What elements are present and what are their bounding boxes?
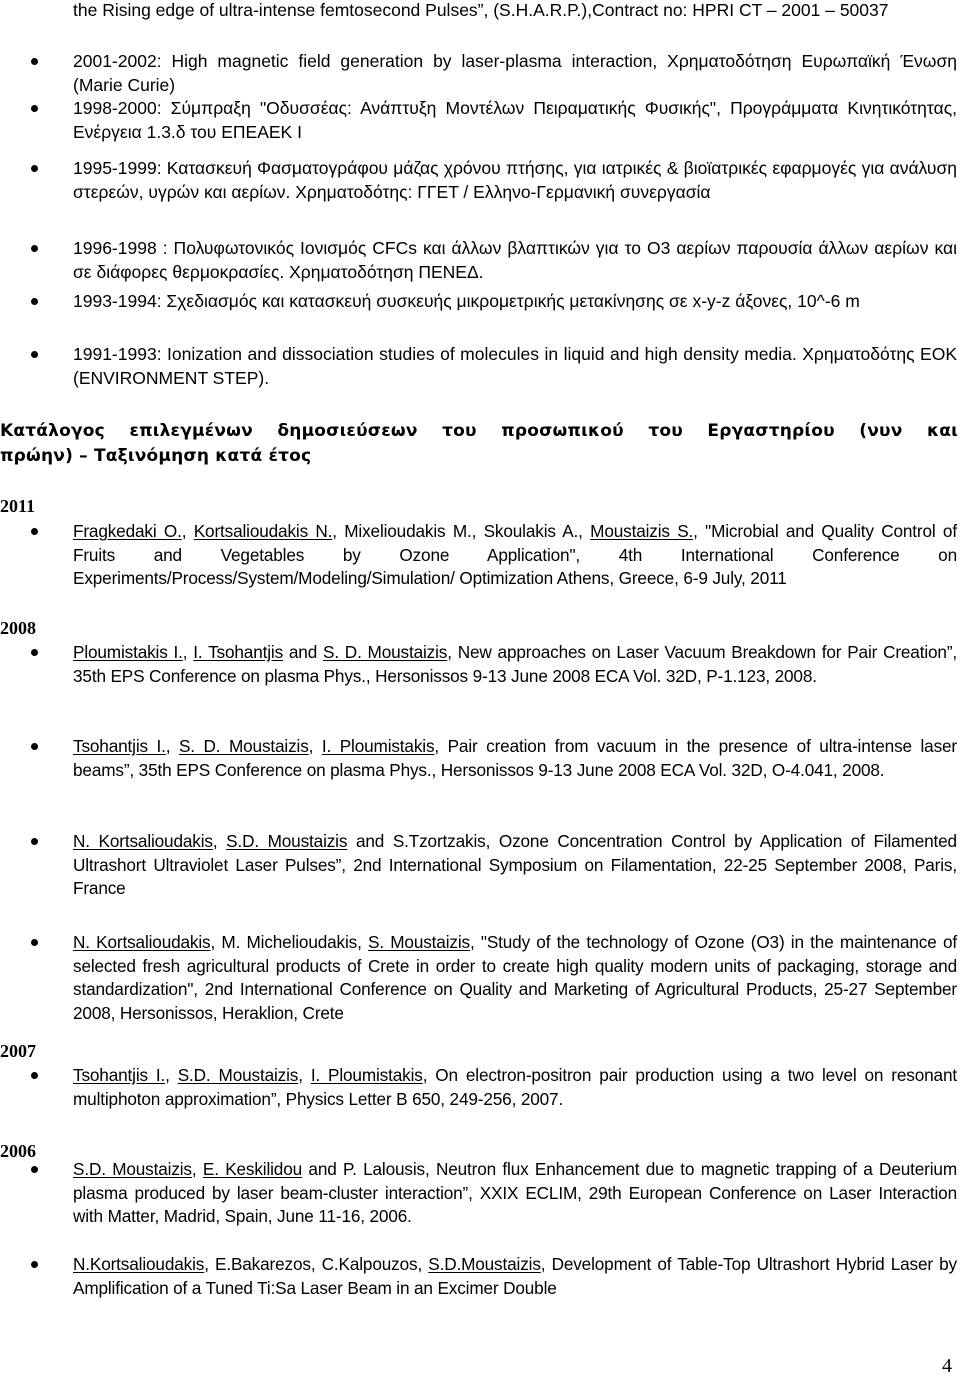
- project-item: 2001-2002: High magnetic field generation by laser-plasma interaction, Χρηματοδότηση Ευρωπαϊκή Ένωση (Marie Curie): [73, 51, 957, 95]
- author-name: Moustaizis S.: [590, 521, 694, 541]
- project-item: 1998-2000: Σύμπραξη "Οδυσσέας: Ανάπτυξη Μοντέλων Πειραματικής Φυσικής", Προγράμματα Κινητικότητας, Ενέργεια 1.3.δ του ΕΠΕΑΕΚ Ι: [73, 98, 957, 142]
- author-name: M. Michelioudakis: [221, 932, 358, 952]
- bullet-icon: [30, 527, 40, 537]
- bullet-icon: [30, 297, 40, 307]
- author-name: N. Kortsalioudakis: [73, 932, 211, 952]
- page-number: 4: [942, 1355, 952, 1377]
- author-separator: ,: [165, 1065, 178, 1085]
- year-heading-2006: 2006: [0, 1141, 36, 1161]
- author-separator: ,: [182, 642, 194, 662]
- author-separator: ,: [210, 932, 222, 952]
- bullet-icon: [30, 244, 40, 254]
- year-heading-2008: 2008: [0, 618, 36, 638]
- author-name: Tsohantjis I.: [73, 736, 166, 756]
- author-name: I. Tsohantjis: [193, 642, 284, 662]
- author-name: Fragkedaki O.: [73, 521, 182, 541]
- author-separator: ,: [204, 1254, 216, 1274]
- author-separator: ,: [298, 1065, 311, 1085]
- author-name: N. Kortsalioudakis: [73, 831, 213, 851]
- author-separator: ,: [212, 831, 227, 851]
- publication-item: [73, 735, 957, 782]
- publication-details: , Pair creation from vacuum in the presence of ultra-intense laser beams”, 35th EPS Conference on plasma Phys., Hersonissos 9-13 June 2008 ECA Vol. 32D, O-4.041, 2008.: [73, 736, 958, 780]
- publication-item: [73, 1158, 957, 1229]
- author-separator: and: [283, 642, 323, 662]
- author-name: S.D. Moustaizis: [226, 831, 348, 851]
- author-name: C.Kalpouzos: [321, 1254, 418, 1274]
- project-item-continued: the Rising edge of ultra-intense femtosecond Pulses”, (S.H.A.R.P.),Contract no: HPRI CT – 2001 – 50037: [73, 0, 889, 20]
- author-name: Ploumistakis I.: [73, 642, 183, 662]
- author-separator: ,: [191, 1159, 203, 1179]
- author-separator: ,: [165, 736, 179, 756]
- project-item: 1995-1999: Κατασκευή Φασματογράφου μάζας χρόνου πτήσης, για ιατρικές & βιοϊατρικές εφαρμογές για ανάλυση στερεών, υγρών και αερίων. Χρηματοδότης: ΓΓΕΤ / Ελληνο-Γερμανική συνεργασία: [73, 158, 957, 202]
- author-name: I. Ploumistakis: [310, 1065, 423, 1085]
- bullet-icon: [30, 938, 40, 948]
- bullet-icon: [30, 1260, 40, 1270]
- author-separator: ,: [417, 1254, 429, 1274]
- author-name: Kortsalioudakis N.: [193, 521, 333, 541]
- publication-item: [73, 1064, 957, 1111]
- bullet-icon: [30, 1165, 40, 1175]
- author-name: S. D. Moustaizis: [178, 736, 309, 756]
- publications-heading-line1: Κατάλογος επιλεγμένων δημοσιεύσεων του προσωπικού του Εργαστηρίου (νυν και: [0, 421, 958, 441]
- publication-details: , New approaches on Laser Vacuum Breakdown for Pair Creation”, 35th EPS Conference on plasma Phys., Hersonissos 9-13 June 2008 ECA Vol. 32D, P-1.123, 2008.: [73, 642, 958, 686]
- publication-details: and P. Lalousis, Neutron flux Enhancement due to magnetic trapping of a Deuterium plasma produced by laser beam-cluster interaction”, XXIX ECLIM, 29th European Conference on Laser Interaction with Matter, Madrid, Spain, June 11-16, 2006.: [73, 1159, 957, 1226]
- publication-item: [73, 1253, 957, 1300]
- project-item: 1996-1998 : Πολυφωτονικός Ιονισμός CFCs και άλλων βλαπτικών για το O3 αερίων παρουσία άλλων αερίων και σε διάφορες θερμοκρασίες. Χρηματοδότηση ΠΕΝΕΔ.: [73, 238, 957, 282]
- author-name: S.D. Moustaizis: [177, 1065, 299, 1085]
- publication-details: , On electron-positron pair production using a two level on resonant multiphoton approximation”, Physics Letter B 650, 249-256, 2007.: [73, 1065, 957, 1109]
- author-separator: ,: [578, 521, 591, 541]
- author-name: S. Moustaizis: [368, 932, 470, 952]
- publication-details: , Development of Table-Top Ultrashort Hybrid Laser by Amplification of a Tuned Ti:Sa Laser Beam in an Excimer Double: [73, 1254, 957, 1298]
- bullet-icon: [30, 164, 40, 174]
- bullet-icon: [30, 104, 40, 114]
- author-name: S. D. Moustaizis: [323, 642, 448, 662]
- author-separator: ,: [332, 521, 345, 541]
- publication-details: , "Microbial and Quality Control of Fruits and Vegetables by Ozone Application", 4th International Conference on Experiments/Process/System/Modeling/Simulation/ Optimization Athens, Greece, 6-9 July, 2011: [73, 521, 957, 588]
- author-name: E. Keskilidou: [202, 1159, 303, 1179]
- bullet-icon: [30, 837, 40, 847]
- bullet-icon: [30, 1071, 40, 1081]
- author-name: S.D.Moustaizis: [428, 1254, 541, 1274]
- author-name: Mixelioudakis M.: [344, 521, 472, 541]
- project-item: 1993-1994: Σχεδιασμός και κατασκευή συσκευής μικρομετρικής μετακίνησης σε x-y-z άξονες, 10^-6 m: [73, 291, 860, 311]
- publication-item: [73, 520, 957, 591]
- publication-details: , "Study of the technology of Ozone (O3) in the maintenance of selected fresh agricultural products of Crete in order to create high quality modern units of packaging, storage and standardization", 2nd International Conference on Quality and Marketing of Agricultural Products, 25-27 September 2008, Hersonissos, Heraklion, Crete: [73, 932, 957, 1023]
- author-separator: ,: [471, 521, 484, 541]
- author-name: Skoulakis A.: [483, 521, 579, 541]
- bullet-icon: [30, 57, 40, 67]
- publication-item: [73, 931, 957, 1025]
- bullet-icon: [30, 350, 40, 360]
- author-separator: ,: [308, 736, 322, 756]
- author-separator: ,: [357, 932, 369, 952]
- author-separator: ,: [181, 521, 194, 541]
- author-separator: ,: [310, 1254, 322, 1274]
- author-name: Tsohantjis I.: [73, 1065, 166, 1085]
- author-name: S.D. Moustaizis: [73, 1159, 192, 1179]
- bullet-icon: [30, 742, 40, 752]
- project-item: 1991-1993: Ionization and dissociation studies of molecules in liquid and high density media. Χρηματοδότης ΕΟΚ (ENVIRONMENT STEP).: [73, 344, 957, 388]
- year-heading-2011: 2011: [0, 496, 36, 516]
- year-heading-2007: 2007: [0, 1041, 36, 1061]
- author-name: I. Ploumistakis: [321, 736, 435, 756]
- author-name: E.Bakarezos: [215, 1254, 311, 1274]
- bullet-icon: [30, 648, 40, 658]
- publication-item: [73, 830, 957, 901]
- publications-heading: [0, 419, 958, 469]
- publication-details: and S.Tzortzakis, Ozone Concentration Control by Application of Filamented Ultrashort Ultraviolet Laser Pulses”, 2nd International Symposium on Filamentation, 22-25 September 2008, Paris, France: [73, 831, 957, 898]
- author-name: N.Kortsalioudakis: [73, 1254, 205, 1274]
- publication-item: [73, 641, 957, 688]
- publications-heading-line2: πρώην) – Ταξινόμηση κατά έτος: [0, 446, 312, 466]
